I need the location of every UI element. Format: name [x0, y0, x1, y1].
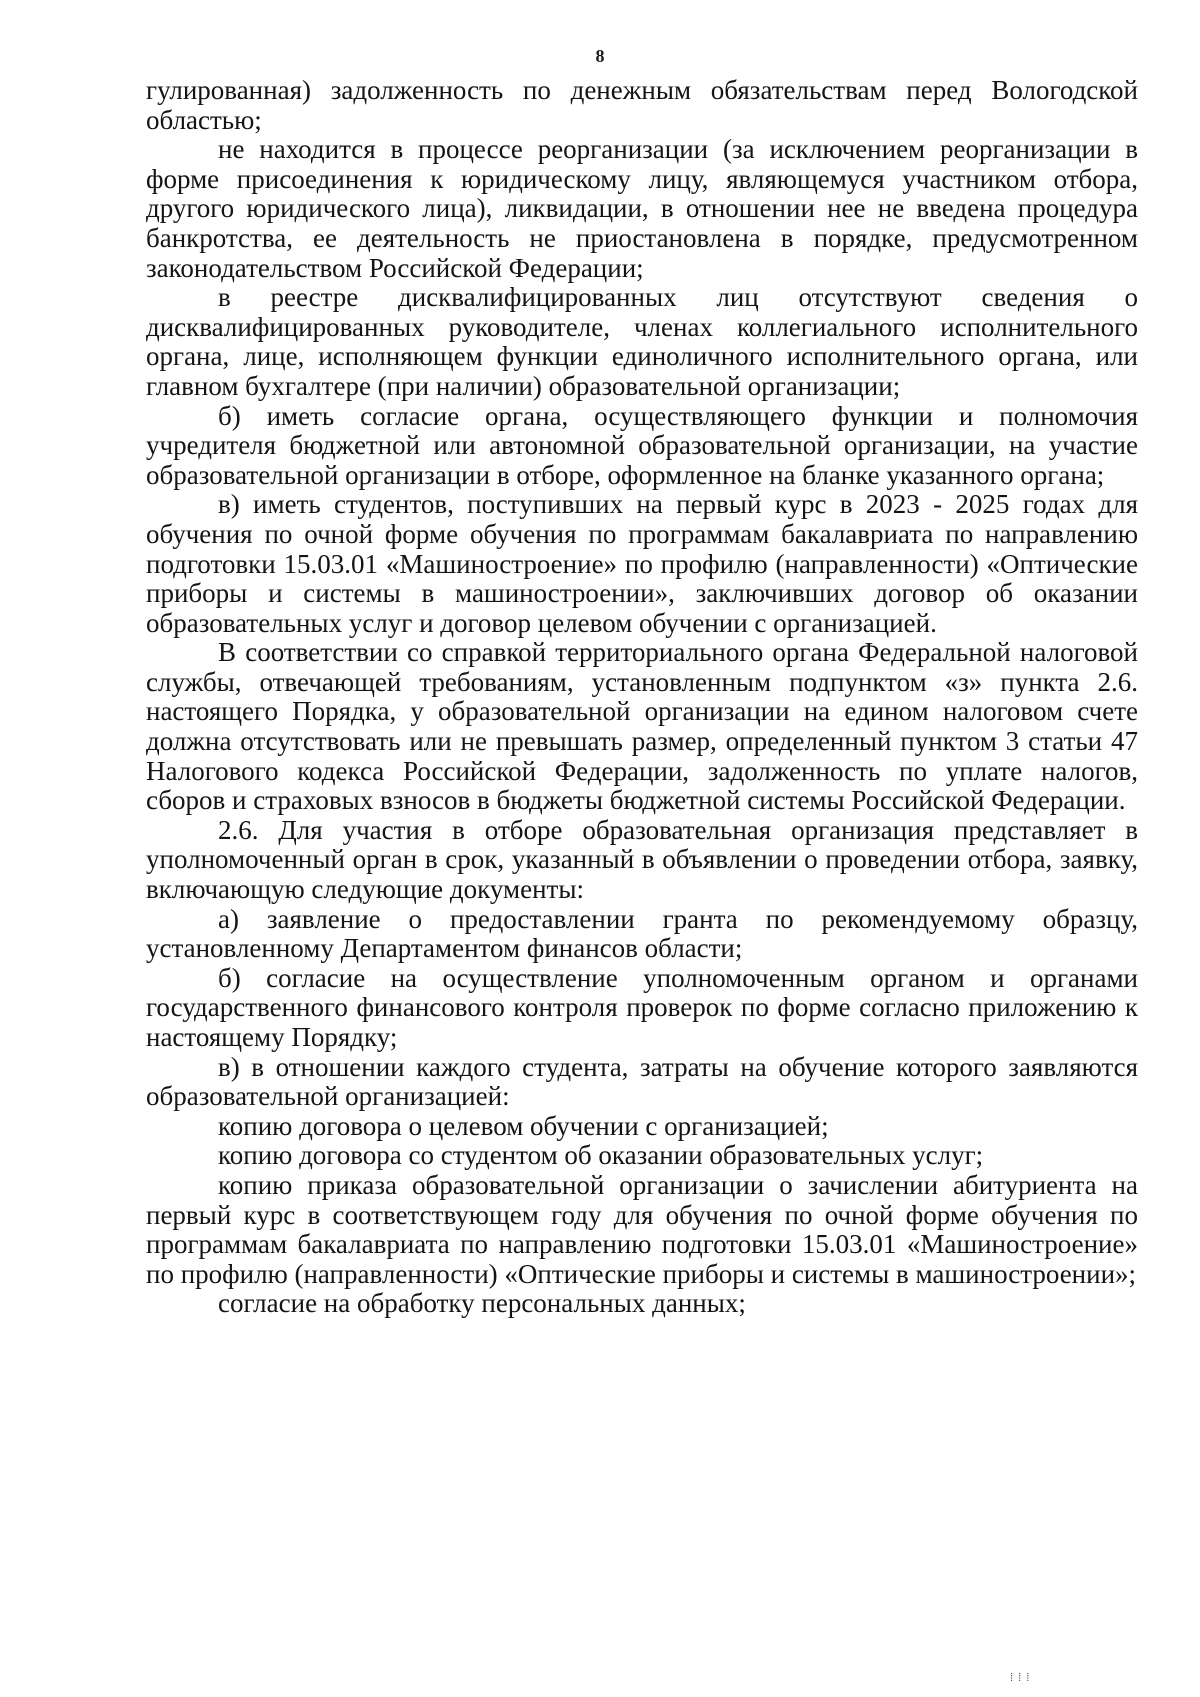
paragraph-continuation: гулированная) задолженность по денежным обязательствам перед Вологодской областью; [146, 75, 1138, 135]
paragraph-education-services-contract: копию договора со студентом об оказании образовательных услуг; [218, 1140, 984, 1171]
paragraph-personal-data-consent: согласие на обработку персональных данных; [218, 1288, 746, 1319]
paragraph-enrollment-order: копию приказа образовательной организации о зачислении абитуриента на первый курс в соответствующем году для обучения по очной форме обучения по программам бакалавриата по направлению подготовки 15.03.01 «Машиностроение» по профилю (направленности) «Оптические приборы и системы в машиностроении»; [146, 1169, 1138, 1289]
paragraph-item-v-students: в) иметь студентов, поступивших на первый курс в 2023 - 2025 годах для обучения по очной форме обучения по программам бакалавриата по направлению подготовки 15.03.01 «Машиностроение» по профилю (направленности) «Оптические приборы и системы в машиностроении», заключивших договор об оказании образовательных услуг и договор целевом обучении с организацией. [146, 489, 1138, 638]
paragraph-not-in-reorganization: не находится в процессе реорганизации (за исключением реорганизации в форме присоединения к юридическому лицу, являющемуся участником отбора, другого юридического лица), ликвидации, в отношении нее не введена процедура банкротства, ее деятельность не приостановлена в порядке, предусмотренном законодательством Российской Федерации; [146, 134, 1138, 283]
paragraph-item-a-application: а) заявление о предоставлении гранта по рекомендуемому образцу, установленному Департаментом финансов области; [146, 903, 1138, 964]
scan-artifact: ⁞ ⁞ ⁞ [1010, 1672, 1031, 1684]
paragraph-item-b-founder-consent: б) иметь согласие органа, осуществляющего функции и полномочия учредителя бюджетной или автономной образовательной организации, на участие образовательной организации в отборе, оформленное на бланке указанного органа; [146, 400, 1138, 490]
paragraph-disqualified-registry: в реестре дисквалифицированных лиц отсутствуют сведения о дисквалифицированных руководителе, членах коллегиального исполнительного органа, лице, исполняющем функции единоличного исполнительного органа, или главном бухгалтере (при наличии) образовательной организации; [146, 282, 1138, 401]
paragraph-target-training-contract: копию договора о целевом обучении с организацией; [218, 1110, 829, 1141]
paragraph-item-b-audit-consent: б) согласие на осуществление уполномоченным органом и органами государственного финансового контроля проверок по форме согласно приложению к настоящему Порядку; [146, 962, 1138, 1052]
paragraph-item-v-each-student: в) в отношении каждого студента, затраты на обучение которого заявляются образовательной организацией: [146, 1051, 1138, 1112]
paragraph-section-2-6: 2.6. Для участия в отборе образовательная организация представляет в уполномоченный орган в срок, указанный в объявлении о проведении отбора, заявку, включающую следующие документы: [146, 814, 1138, 905]
page-number: 8 [595, 46, 605, 66]
document-body [146, 76, 1138, 1319]
paragraph-tax-certificate: В соответствии со справкой территориального органа Федеральной налоговой службы, отвечающей требованиям, установленным подпунктом «з» пункта 2.6. настоящего Порядка, у образовательной организации на едином налоговом счете должна отсутствовать или не превышать размер, определенный пунктом 3 статьи 47 Налогового кодекса Российской Федерации, задолженность по уплате налогов, сборов и страховых взносов в бюджеты бюджетной системы Российской Федерации. [146, 637, 1138, 816]
